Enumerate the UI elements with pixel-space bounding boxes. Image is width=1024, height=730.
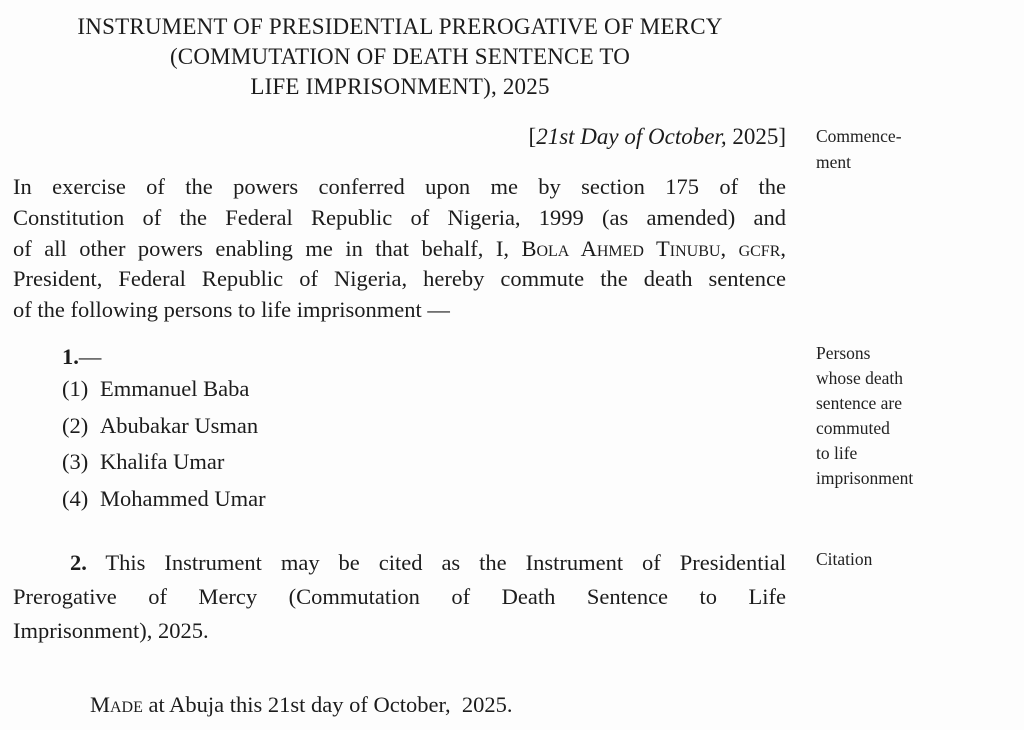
persons-list (62, 371, 266, 518)
title-line-3: LIFE IMPRISONMENT), 2025 (250, 74, 550, 99)
made-line (90, 690, 513, 720)
margin-note-commencement (816, 123, 1016, 175)
section-2-line-1-rest: This Instrument may be cited as the Instrument of Presidential (86, 550, 786, 575)
margin-note-line: Persons (816, 343, 871, 363)
section-1-heading (62, 342, 101, 372)
preamble-line-4: President, Federal Republic of Nigeria, hereby commute the death sentence (13, 266, 786, 292)
preamble-line-3 (13, 234, 786, 265)
margin-note-line: imprisonment (816, 468, 914, 488)
margin-note-line: to life (816, 443, 858, 463)
list-item (62, 408, 266, 445)
section-2-number: 2. (70, 550, 87, 575)
section-1-number: 1. (62, 344, 79, 369)
margin-note-citation: Citation (816, 549, 873, 569)
list-item (62, 371, 266, 408)
date-year: 2025] (726, 124, 786, 149)
preamble-line-5: of the following persons to life imprisonment — (13, 297, 450, 323)
margin-note-line: commuted (816, 418, 890, 438)
section-2-line-2: Prerogative of Mercy (Commutation of Death Sentence to Life (13, 584, 786, 609)
person-name: Abubakar Usman (100, 412, 259, 438)
list-item (62, 481, 266, 518)
date-open-bracket: [ (528, 124, 537, 149)
section-2-paragraph (13, 546, 786, 648)
list-item (62, 444, 266, 481)
section-1-dash: — (78, 344, 102, 369)
margin-note-line: sentence are (816, 393, 902, 413)
person-name: Emmanuel Baba (100, 376, 250, 401)
section-2-line-3: Imprisonment), 2025. (13, 618, 209, 643)
margin-note-line: whose death (816, 368, 903, 388)
made-line-rest: at Abuja this 21st day of October, 2025. (142, 692, 513, 717)
commencement-date-line (13, 122, 786, 152)
made-word: Made (90, 692, 143, 717)
person-number: (1) (62, 376, 89, 401)
margin-note-persons (816, 341, 1016, 491)
person-name: Khalifa Umar (100, 449, 225, 475)
president-name: Bola Ahmed Tinubu, (521, 235, 739, 261)
president-honorific: gcfr (738, 235, 781, 261)
person-name: Mohammed Umar (100, 486, 266, 512)
preamble-line-2: Constitution of the Federal Republic of Nigeria, 1999 (as amended) and (13, 204, 786, 230)
preamble-line-3-post: , (780, 235, 786, 261)
preamble-paragraph (13, 172, 786, 326)
preamble-line-3-pre: of all other powers enabling me in that behalf, I, (13, 235, 522, 261)
margin-note-line: ment (816, 152, 851, 172)
person-number: (2) (62, 412, 89, 438)
person-number: (4) (62, 486, 89, 512)
title-line-1: INSTRUMENT OF PRESIDENTIAL PREROGATIVE OF MERCY (77, 14, 723, 39)
document-title (0, 12, 800, 102)
margin-note-line: Commence- (816, 126, 902, 146)
person-number: (3) (62, 449, 89, 475)
preamble-line-1: In exercise of the powers conferred upon me by section 175 of the (13, 174, 786, 199)
section-2-line-1 (13, 546, 786, 580)
date-italic-text: 21st Day of October, (536, 124, 727, 149)
title-line-2: (COMMUTATION OF DEATH SENTENCE TO (169, 44, 631, 69)
